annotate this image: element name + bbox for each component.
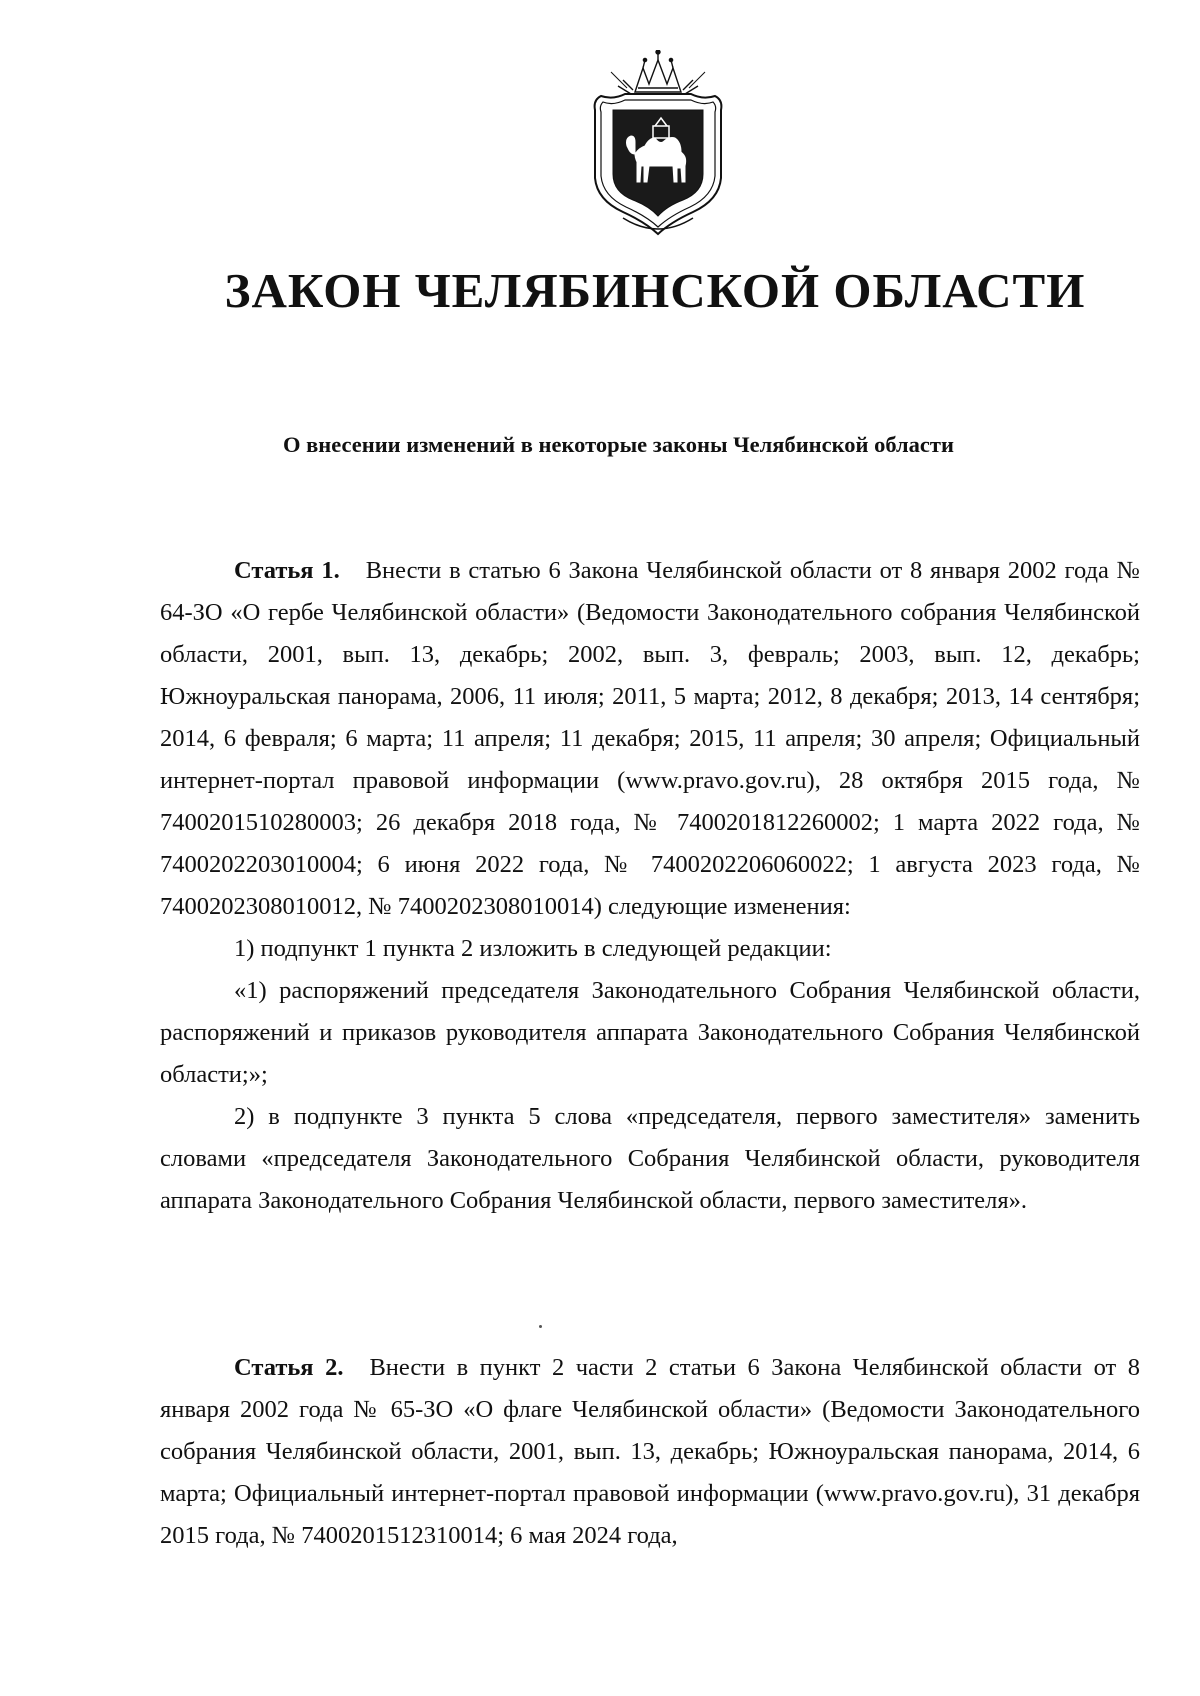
crown-icon <box>611 50 705 94</box>
article-1-text: Внести в статью 6 Закона Челябинской области от 8 января 2002 года № 64-ЗО «О гербе Челябинской области» (Ведомости Законодательного собрания Челябинской области, 2001, вып. 13, декабрь; 2002, вып. 3, февраль; 2003, вып. 12, декабрь; Южноуральская панорама, 2006, 11 июля; 2011, 5 марта; 2012, 8 декабря; 2013, 14 сентября; 2014, 6 февраля; 6 марта; 11 апреля; 11 декабря; 2015, 11 апреля; 30 апреля; Официальный интернет-портал правовой информации (www.pravo.gov.ru), 28 октября 2015 года, № 7400201510280003; 26 декабря 2018 года, № 7400201812260002; 1 марта 2022 года, № 7400202203010004; 6 июня 2022 года, № 7400202206060022; 1 августа 2023 года, № 7400202308010012, № 7400202308010014) следующие изменения: <box>160 557 1140 920</box>
article-1-item-2: 2) в подпункте 3 пункта 5 слова «председателя, первого заместителя» заменить словами «председателя Законодательного Собрания Челябинской области, руководителя аппарата Законодательного Собрания Челябинской области, первого заместителя». <box>160 1103 1140 1214</box>
article-2-heading: Статья 2. <box>234 1354 344 1381</box>
article-1-item-1: 1) подпункт 1 пункта 2 изложить в следующей редакции: <box>234 935 832 962</box>
law-title: ЗАКОН ЧЕЛЯБИНСКОЙ ОБЛАСТИ <box>224 263 1086 318</box>
article-1-item-1-text: «1) распоряжений председателя Законодательного Собрания Челябинской области, распоряжений и приказов руководителя аппарата Законодательного Собрания Челябинской области;»; <box>160 977 1140 1088</box>
scan-speck <box>539 1325 542 1328</box>
article-2-text: Внести в пункт 2 части 2 статьи 6 Закона Челябинской области от 8 января 2002 года № 65-ЗО «О флаге Челябинской области» (Ведомости Законодательного собрания Челябинской области, 2001, вып. 13, декабрь; Южноуральская панорама, 2014, 6 марта; Официальный интернет-портал правовой информации (www.pravo.gov.ru), 31 декабря 2015 года, № 7400201512310014; 6 мая 2024 года, <box>160 1354 1140 1549</box>
article-1-intro <box>160 550 1140 928</box>
chelyabinsk-coat-of-arms-icon <box>583 50 733 240</box>
article-1 <box>160 550 1140 1222</box>
law-subtitle: О внесении изменений в некоторые законы Челябинской области <box>283 432 954 457</box>
article-1-heading: Статья 1. <box>234 557 340 584</box>
article-2-intro <box>160 1347 1140 1557</box>
article-2 <box>160 1347 1140 1557</box>
